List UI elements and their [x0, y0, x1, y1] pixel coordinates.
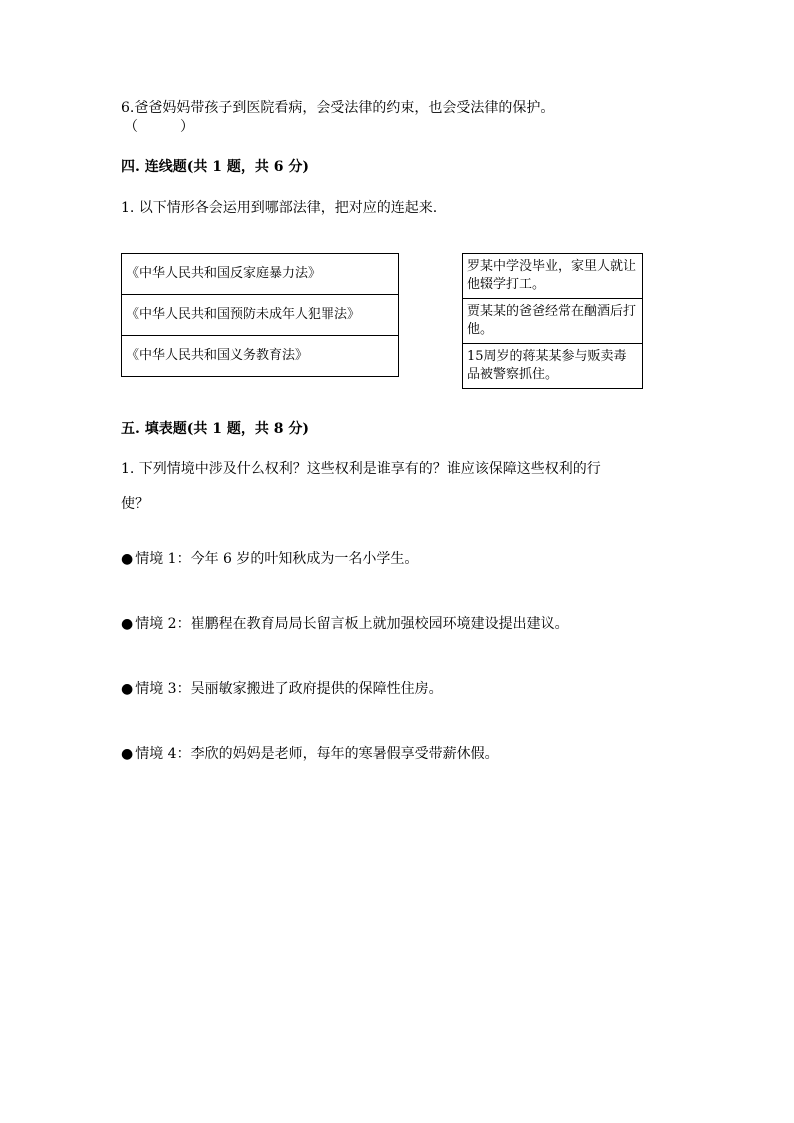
case-option-3[interactable]: 15周岁的蒋某某参与贩卖毒品被警察抓住。 — [463, 344, 643, 389]
law-options-table — [121, 253, 399, 377]
law-option-1[interactable]: 《中华人民共和国反家庭暴力法》 — [122, 254, 399, 295]
table-row — [122, 295, 399, 336]
table-row — [463, 254, 643, 299]
scenario-3 — [121, 679, 443, 699]
case-options-table — [462, 253, 643, 389]
scenario-1-text: 情境 1：今年 6 岁的叶知秋成为一名小学生。 — [135, 551, 419, 567]
bullet-icon: ● — [121, 681, 134, 697]
law-option-3[interactable]: 《中华人民共和国义务教育法》 — [122, 336, 399, 377]
table-row — [463, 299, 643, 344]
case-option-2[interactable]: 贾某某的爸爸经常在酗酒后打他。 — [463, 299, 643, 344]
scenario-1 — [121, 549, 418, 569]
fill-table-section-title: 五. 填表题(共 1 题，共 8 分) — [121, 421, 309, 437]
scenario-4 — [121, 744, 499, 764]
scenario-3-text: 情境 3：吴丽敏家搬进了政府提供的保障性住房。 — [135, 681, 443, 697]
scenario-2 — [121, 614, 569, 634]
bullet-icon: ● — [121, 551, 134, 567]
scenario-4-text: 情境 4：李欣的妈妈是老师，每年的寒暑假享受带薪休假。 — [135, 746, 499, 762]
law-option-2[interactable]: 《中华人民共和国预防未成年人犯罪法》 — [122, 295, 399, 336]
matching-question: 1. 以下情形各会运用到哪部法律，把对应的连起来. — [121, 200, 438, 216]
judgement-answer-blank: （ ） — [124, 119, 194, 135]
fill-table-question-line-1: 1. 下列情境中涉及什么权利？这些权利是谁享有的？谁应该保障这些权利的行 — [121, 461, 601, 477]
table-row — [122, 254, 399, 295]
bullet-icon: ● — [121, 746, 134, 762]
table-row — [463, 344, 643, 389]
matching-section-title: 四. 连线题(共 1 题，共 6 分) — [121, 159, 309, 175]
judgement-question-6: 6.爸爸妈妈带孩子到医院看病，会受法律的约束，也会受法律的保护。 — [121, 100, 555, 116]
scenario-2-text: 情境 2：崔鹏程在教育局局长留言板上就加强校园环境建设提出建议。 — [135, 616, 569, 632]
case-option-1[interactable]: 罗某中学没毕业，家里人就让他辍学打工。 — [463, 254, 643, 299]
table-row — [122, 336, 399, 377]
fill-table-question-line-2: 使？ — [121, 496, 149, 512]
bullet-icon: ● — [121, 616, 134, 632]
